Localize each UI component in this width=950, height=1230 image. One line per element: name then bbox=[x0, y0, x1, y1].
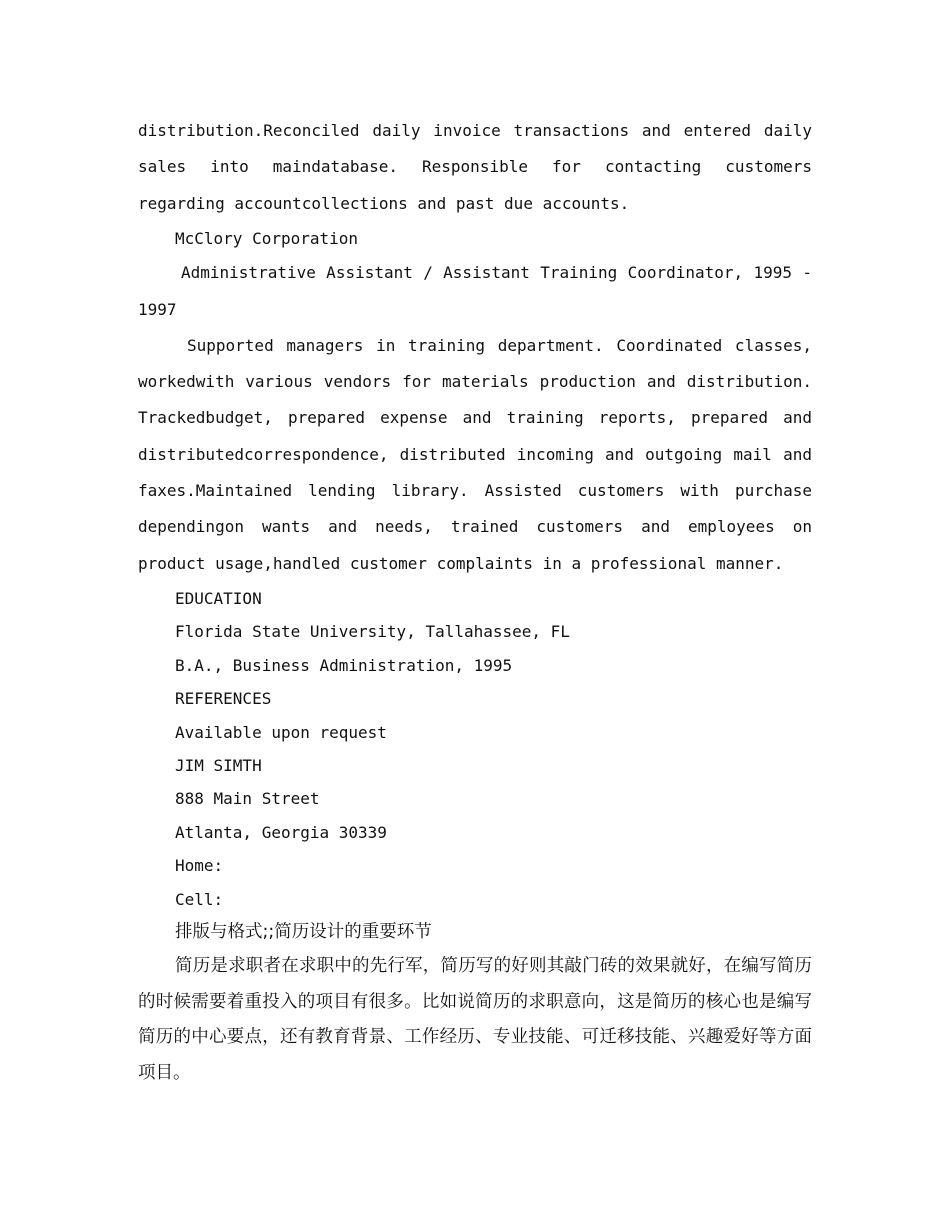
contact-street: 888 Main Street bbox=[175, 789, 320, 809]
job-description-paragraph: Supported managers in training department. Coordinated classes, workedwith various vendors for materials production and distribution. Trackedbudget, prepared expense and training reports, prepared and distributedcorrespondence, distributed incoming and outgoing mail and faxes.Maintained lending library. Assisted customers with purchase dependingon wants and needs, trained customers and employees on product usage,handled customer complaints in a professional manner. bbox=[138, 335, 812, 573]
job-description-paragraph: distribution.Reconciled daily invoice transactions and entered daily sales into maindatabase. Responsible for contacting customers regarding accountcollections and past due accounts. bbox=[138, 121, 812, 213]
references-heading: REFERENCES bbox=[175, 689, 272, 709]
school-name: Florida State University, Tallahassee, FL bbox=[175, 622, 570, 642]
document-page bbox=[138, 113, 812, 1091]
degree: B.A., Business Administration, 1995 bbox=[175, 655, 513, 675]
contact-name: JIM SIMTH bbox=[175, 756, 262, 775]
contact-home-label: Home: bbox=[175, 856, 224, 876]
chinese-paragraph: 简历是求职者在求职中的先行军，简历写的好则其敲门砖的效果就好，在编写简历的时候需要着重投入的项目有很多。比如说简历的求职意向，这是简历的核心也是编写简历的中心要点，还有教育背景、工作经历、专业技能、可迁移技能、兴趣爱好等方面项目。 bbox=[138, 956, 812, 1083]
references-text: Available upon request bbox=[175, 722, 387, 742]
chinese-heading: 排版与格式;;简历设计的重要环节 bbox=[175, 922, 432, 943]
education-heading: EDUCATION bbox=[175, 588, 262, 608]
company-name: McClory Corporation bbox=[175, 228, 359, 248]
contact-city: Atlanta, Georgia 30339 bbox=[175, 822, 387, 842]
job-title: Administrative Assistant / Assistant Training Coordinator, 1995 - 1997 bbox=[138, 263, 812, 319]
contact-cell-label: Cell: bbox=[175, 889, 224, 909]
